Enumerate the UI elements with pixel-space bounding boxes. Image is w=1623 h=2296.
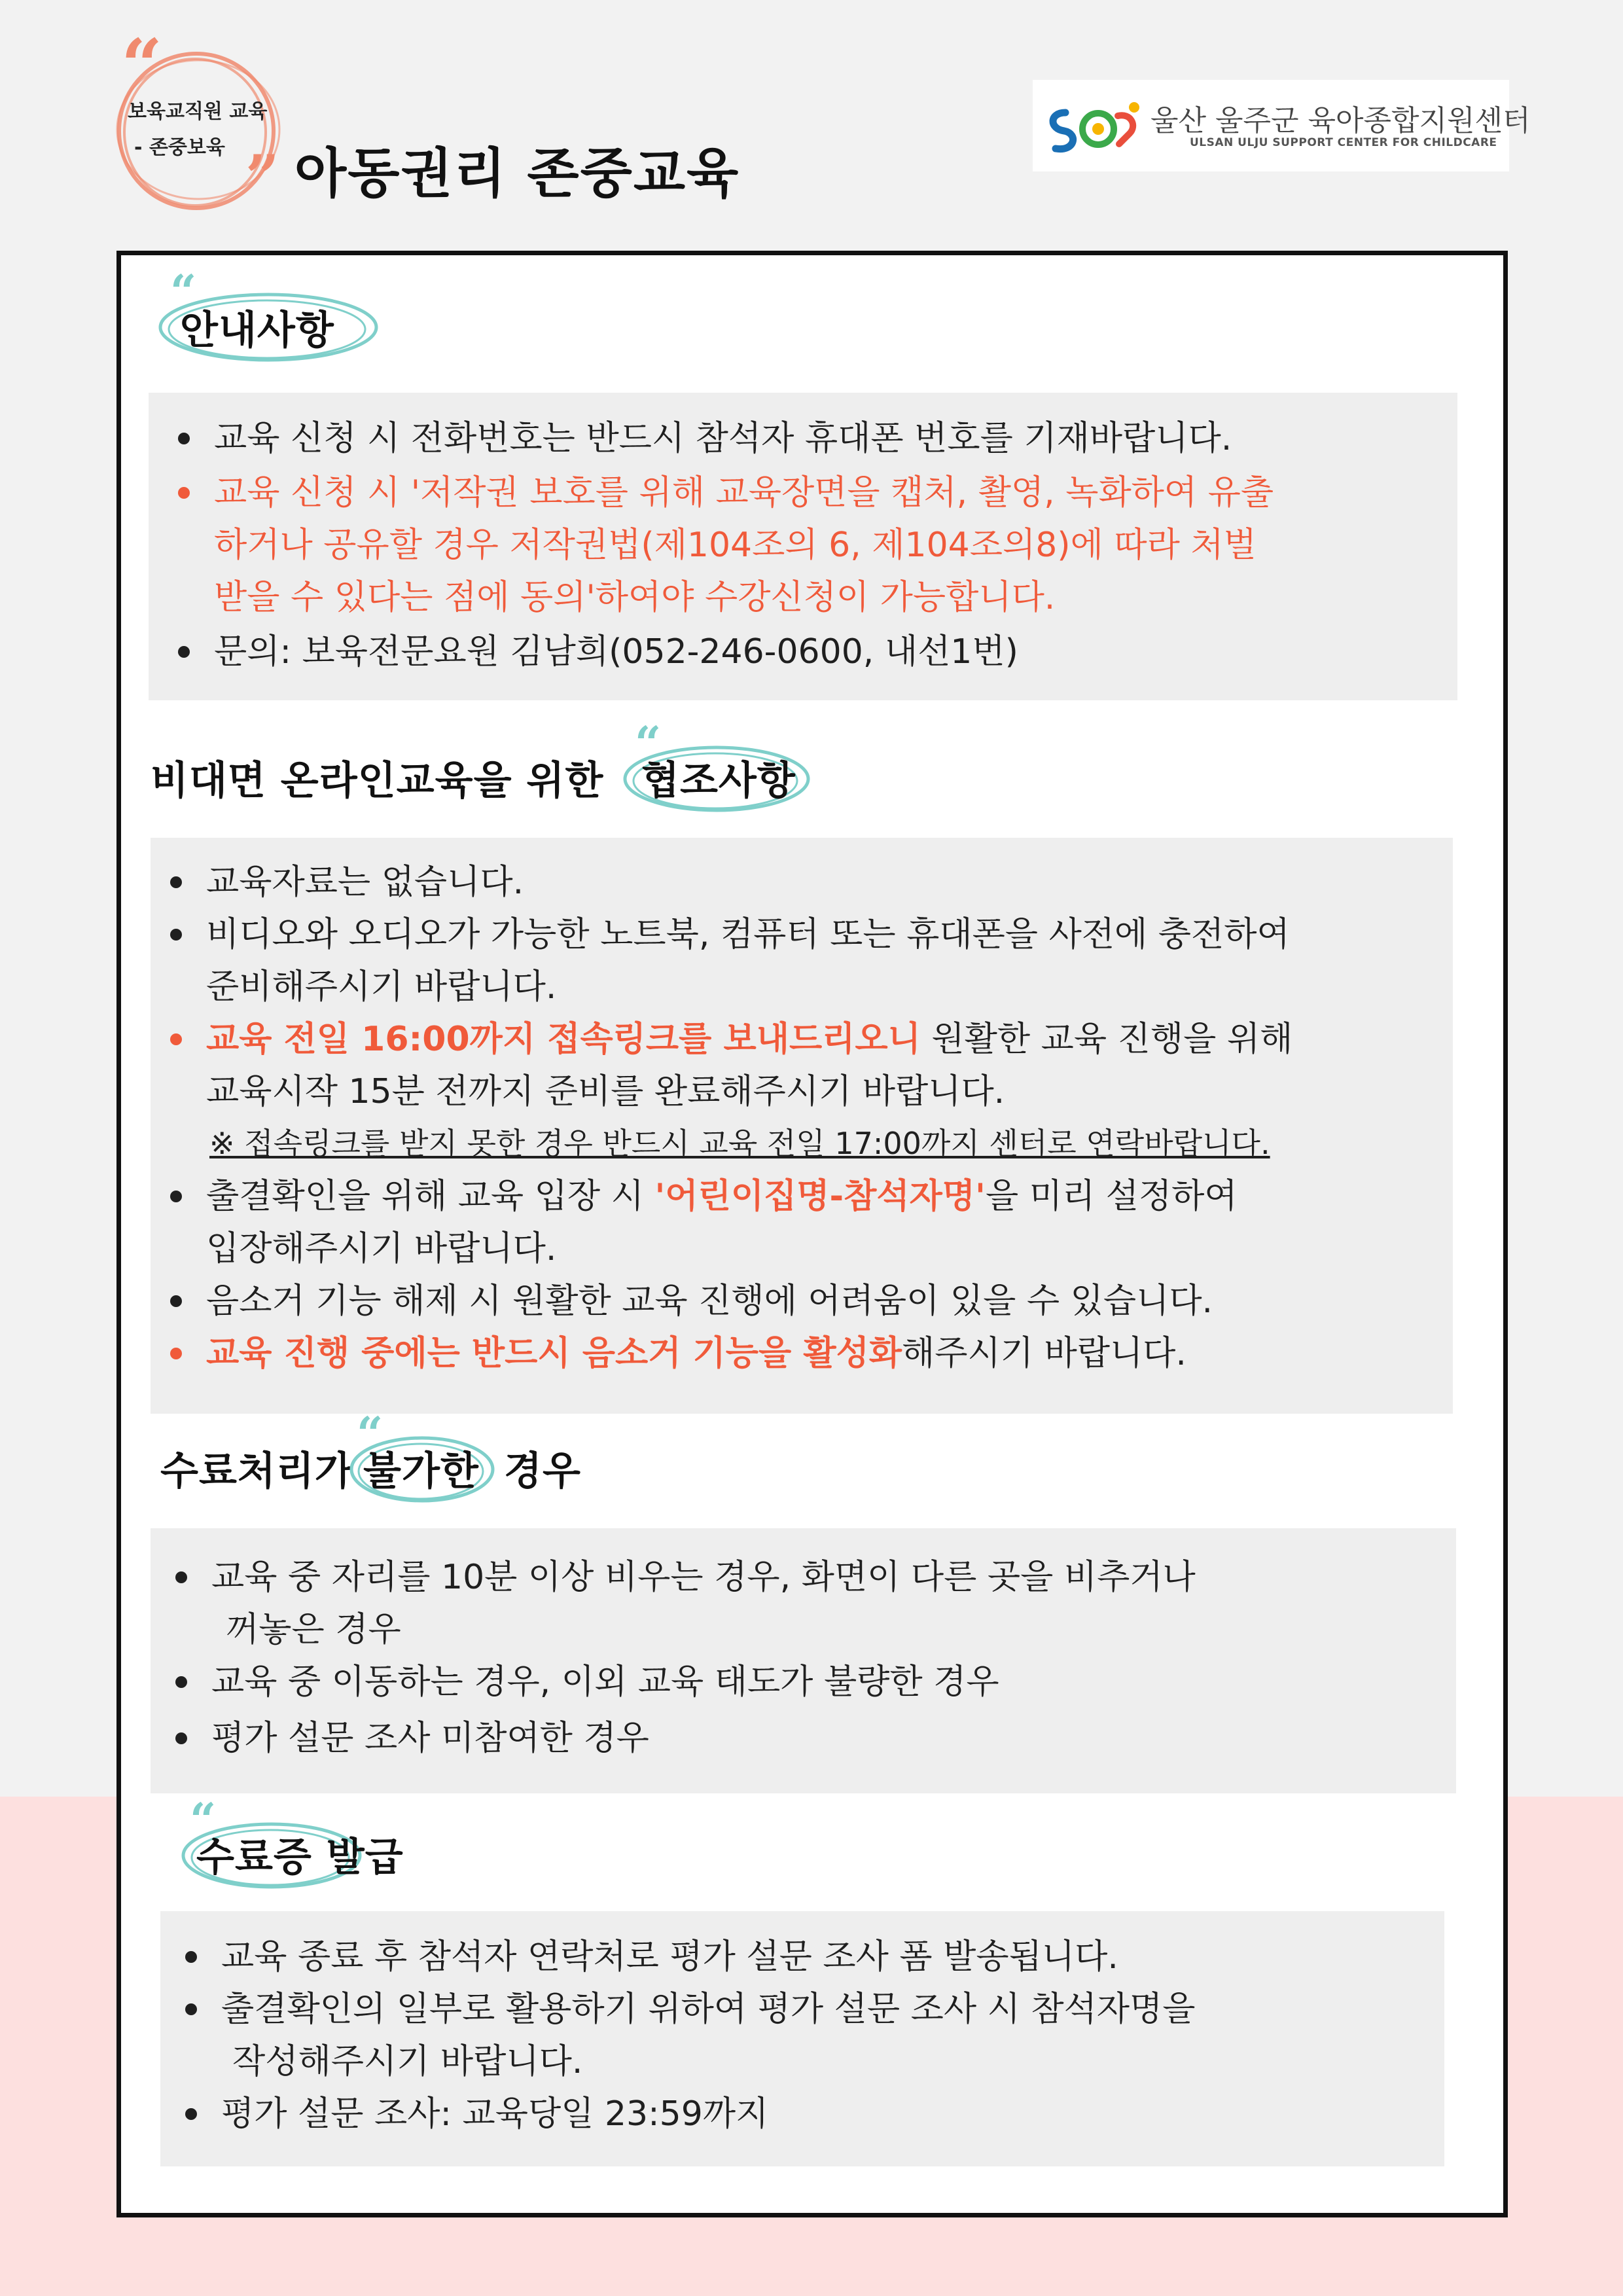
list-bullet [170,1295,182,1307]
svg-text:“: “ [357,1414,383,1461]
svg-text:“: “ [190,1800,217,1847]
list-bullet-red [170,1348,182,1359]
cert-item-name-l1: 출결확인의 일부로 활용하기 위하여 평가 설문 조사 시 참석자명을 [221,1990,1196,2029]
content-frame [116,251,1508,2217]
coop-item-attendance-l2: 입장해주시기 바랍니다. [206,1229,557,1268]
fail-item-away-l1: 교육 중 자리를 10분 이상 비우는 경우, 화면이 다른 곳을 비추거나 [211,1558,1196,1597]
list-bullet [175,1676,187,1688]
coop-item-mute-rest: 해주시기 바랍니다. [902,1334,1186,1373]
coop-item-attendance-post: 을 미리 설정하여 [985,1177,1238,1216]
header-badge [105,23,288,229]
list-bullet [178,646,190,658]
coop-item-mute-highlight: 교육 진행 중에는 반드시 음소거 기능을 활성화 [206,1334,902,1373]
svg-text:“: “ [170,272,197,319]
badge-line-1: 보육교직원 교육 [128,100,268,123]
list-bullet [175,1732,187,1744]
cooperation-box [151,838,1453,1414]
notice-title: 안내사항 [180,308,334,353]
cooperation-title-plain: 비대면 온라인교육을 위한 [151,758,604,804]
close-quote-icon: ” [245,142,279,211]
center-logo [1033,80,1531,171]
logo-korean-name: 울산 울주군 육아종합지원센터 [1150,104,1531,137]
fail-title-plain: 수료처리가 [160,1448,353,1494]
list-bullet [170,876,182,888]
list-bullet [170,929,182,941]
fail-item-away-l2: 꺼놓은 경우 [226,1610,401,1649]
list-bullet [175,1571,187,1583]
logo-english-name: ULSAN ULJU SUPPORT CENTER FOR CHILDCARE [1190,136,1497,149]
certificate-title: 수료증 발급 [196,1835,404,1880]
list-bullet [185,1951,197,1963]
cert-item-name-l2: 작성해주시기 바랍니다. [232,2042,583,2081]
page-title: 아동권리 존중교육 [294,143,740,205]
coop-item-link-highlight: 교육 전일 16:00까지 접속링크를 보내드리오니 [206,1020,921,1059]
list-bullet-red [178,487,190,499]
cooperation-title [151,749,603,806]
coop-item-attendance-pre: 출결확인을 위해 교육 입장 시 [206,1177,655,1216]
notice-item-phone: 교육 신청 시 전화번호는 반드시 참석자 휴대폰 번호를 기재바랍니다. [214,419,1232,458]
list-bullet [170,1191,182,1202]
coop-item-materials: 교육자료는 없습니다. [206,863,524,902]
coop-item-device-l2: 준비해주시기 바랍니다. [206,967,557,1007]
fail-title-end: 경우 [504,1448,581,1494]
certificate-box [160,1911,1444,2166]
fail-title-accent: 불가한 [363,1448,479,1494]
list-bullet [178,433,190,444]
notice-item-copyright-l3: 받을 수 있다는 점에 동의'하여야 수강신청이 가능합니다. [214,578,1056,617]
fail-box [151,1528,1456,1793]
coop-item-attendance-l1 [206,1170,1238,1223]
svg-text:“: “ [635,723,662,770]
list-bullet [185,2003,197,2015]
badge-line-2: - 존중보육 [134,136,225,159]
cert-item-survey-send: 교육 종료 후 참석자 연락처로 평가 설문 조사 폼 발송됩니다. [221,1937,1118,1977]
center-logo-icon [1046,93,1144,158]
coop-link-note: ※ 접속링크를 받지 못한 경우 반드시 교육 전일 17:00까지 센터로 연락바랍니다. [209,1126,1270,1161]
coop-item-device-l1: 비디오와 오디오가 가능한 노트북, 컴퓨터 또는 휴대폰을 사전에 충전하여 [206,915,1290,954]
notice-box [149,393,1457,700]
cooperation-title-accent: 협조사항 [641,758,796,804]
notice-item-copyright-l2: 하거나 공유할 경우 저작권법(제104조의 6, 제104조의8)에 따라 처벌 [214,526,1257,565]
coop-item-link-l2: 교육시작 15분 전까지 준비를 완료해주시기 바랍니다. [206,1072,1005,1111]
notice-item-contact: 문의: 보육전문요원 김남희(052-246-0600, 내선1번) [214,632,1018,672]
fail-item-survey: 평가 설문 조사 미참여한 경우 [211,1719,649,1758]
fail-item-moving: 교육 중 이동하는 경우, 이외 교육 태도가 불량한 경우 [211,1662,999,1702]
list-bullet [185,2108,197,2120]
coop-item-link-rest: 원활한 교육 진행을 위해 [920,1020,1293,1059]
coop-item-link-l1 [206,1013,1293,1066]
coop-item-attendance-highlight: '어린이집명-참석자명' [654,1177,986,1216]
list-bullet-red [170,1033,182,1045]
open-quote-icon: “ [121,23,163,107]
coop-item-mute-on [206,1327,1186,1380]
notice-item-copyright-l1: 교육 신청 시 '저작권 보호를 위해 교육장면을 캡처, 촬영, 녹화하여 유출 [214,473,1274,512]
cert-item-deadline: 평가 설문 조사: 교육당일 23:59까지 [221,2094,769,2134]
coop-item-mute-off: 음소거 기능 해제 시 원활한 교육 진행에 어려움이 있을 수 있습니다. [206,1282,1213,1321]
